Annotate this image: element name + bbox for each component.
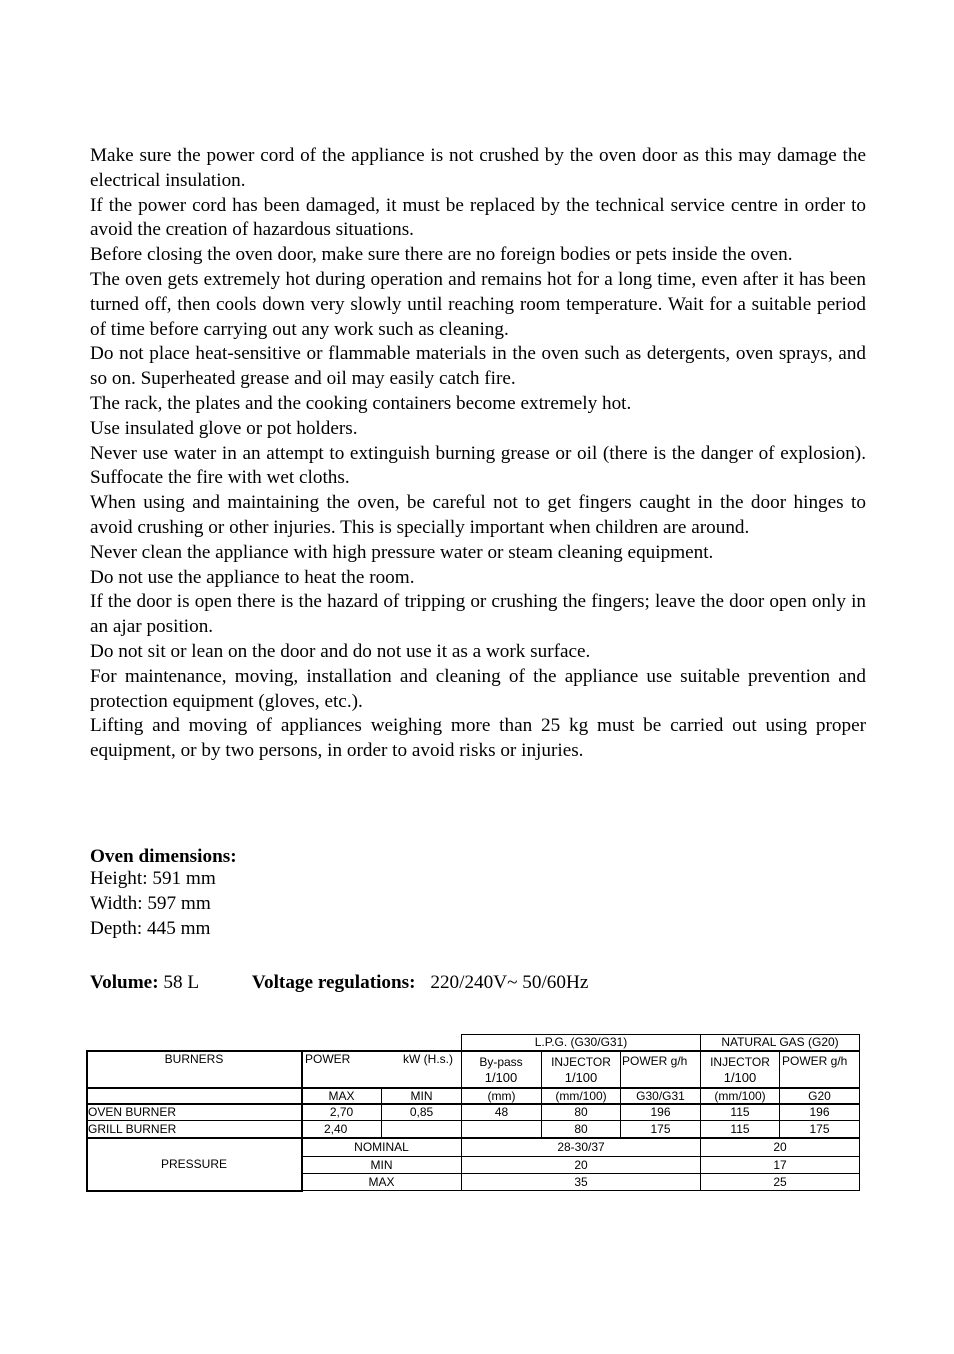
safety-instructions: [90, 144, 866, 764]
paragraph: Do not use the appliance to heat the room.: [90, 566, 415, 588]
pressure-row-ng: 25: [773, 1175, 787, 1189]
injector-lpg-unit: 1/100: [564, 1070, 598, 1085]
sub-g30: G30/G31: [636, 1089, 685, 1103]
pressure-row-ng: 17: [773, 1158, 787, 1172]
pressure-row-label: NOMINAL: [354, 1140, 409, 1154]
row-pow-lpg: 175: [650, 1122, 671, 1136]
row-max: 2,70: [329, 1105, 354, 1119]
paragraph: Before closing the oven door, make sure there are no foreign bodies or pets inside the oven.: [90, 244, 793, 266]
paragraph: Lifting and moving of appliances weighing more than 25 kg must be carried out using proper equipment, or by two persons, in order to avoid risks or injuries.: [90, 715, 866, 762]
paragraph: Do not place heat-sensitive or flammable materials in the oven such as detergents, oven sprays, and so on. Superheated grease and oil may easily catch fire.: [90, 343, 866, 390]
dimensions-heading: Oven dimensions:: [90, 846, 237, 867]
row-bypass: 48: [494, 1105, 509, 1119]
dimension-height: Height: 591 mm: [90, 868, 216, 889]
power-ng-header: POWER g/h: [782, 1054, 848, 1068]
power-header: POWER: [305, 1052, 351, 1066]
row-max: 2,40: [324, 1122, 348, 1136]
ng-header: NATURAL GAS (G20): [700, 1034, 860, 1051]
paragraph: If the power cord has been damaged, it must be replaced by the technical service centre in order to avoid the creation of hazardous situations.: [90, 194, 866, 241]
row-inj-lpg: 80: [574, 1122, 588, 1136]
paragraph: Never clean the appliance with high pressure water or steam cleaning equipment.: [90, 541, 714, 563]
spec-line: [90, 972, 588, 994]
sub-g20: G20: [808, 1089, 831, 1103]
sub-min: MIN: [410, 1089, 433, 1103]
row-pow-ng: 196: [809, 1105, 830, 1119]
dimension-width: Width: 597 mm: [90, 893, 211, 914]
pressure-row-ng: 20: [773, 1140, 787, 1154]
sub-max: MAX: [328, 1089, 355, 1103]
paragraph: The oven gets extremely hot during operation and remains hot for a long time, even after it has been turned off, then cools down very slowly until reaching room temperature. Wait for a suitable period of time before carrying out any work such as cleaning.: [90, 268, 866, 340]
paragraph: The rack, the plates and the cooking containers become extremely hot.: [90, 392, 632, 414]
pressure-row-label: MIN: [370, 1158, 393, 1172]
injector-lpg-header: INJECTOR: [551, 1055, 611, 1069]
row-min: 0,85: [409, 1105, 434, 1119]
paragraph: For maintenance, moving, installation and cleaning of the appliance use suitable prevention and protection equipment (gloves, etc.).: [90, 665, 866, 712]
paragraph: Never use water in an attempt to extinguish burning grease or oil (there is the danger of explosion). Suffocate the fire with wet cloths.: [90, 442, 866, 489]
row-inj-ng: 115: [730, 1122, 750, 1136]
bypass-header: By-pass: [479, 1055, 523, 1069]
pressure-row-lpg: 35: [574, 1175, 588, 1189]
injector-ng-unit: 1/100: [723, 1070, 757, 1085]
volume-label: Volume:: [90, 972, 159, 993]
row-name: GRILL BURNER: [88, 1122, 177, 1136]
sub-mm: (mm): [487, 1089, 516, 1103]
sub-mm100-ng: (mm/100): [714, 1089, 766, 1103]
voltage-label: Voltage regulations:: [251, 972, 416, 993]
row-pow-lpg: 196: [650, 1105, 671, 1119]
volume-value: 58 L: [163, 972, 200, 993]
power-unit: kW (H.s.): [403, 1052, 453, 1066]
burners-header: BURNERS: [164, 1052, 224, 1066]
paragraph: When using and maintaining the oven, be careful not to get fingers caught in the door hinges to avoid crushing or other injuries. This is specially important when children are around.: [90, 492, 866, 538]
pressure-row-label: MAX: [368, 1175, 395, 1189]
row-inj-ng: 115: [730, 1105, 750, 1119]
sub-mm100-lpg: (mm/100): [555, 1089, 607, 1103]
bypass-unit: 1/100: [484, 1070, 518, 1085]
paragraph: Use insulated glove or pot holders.: [90, 417, 358, 439]
dimension-depth: Depth: 445 mm: [90, 918, 211, 939]
row-name: OVEN BURNER: [88, 1105, 177, 1119]
row-inj-lpg: 80: [574, 1105, 588, 1119]
pressure-row-lpg: 28-30/37: [557, 1140, 605, 1154]
pressure-row-lpg: 20: [574, 1158, 588, 1172]
pressure-label: PRESSURE: [160, 1157, 228, 1171]
lpg-header: L.P.G. (G30/G31): [461, 1034, 701, 1051]
power-lpg-header: POWER g/h: [622, 1054, 688, 1068]
paragraph: If the door is open there is the hazard of tripping or crushing the fingers; leave the door open only in an ajar position.: [90, 591, 866, 638]
paragraph: Do not sit or lean on the door and do not use it as a work surface.: [90, 640, 591, 662]
paragraph: Make sure the power cord of the appliance is not crushed by the oven door as this may damage the electrical insulation.: [90, 145, 866, 191]
voltage-value: 220/240V~ 50/60Hz: [430, 972, 589, 993]
dimensions-list: [90, 866, 216, 941]
injector-ng-header: INJECTOR: [710, 1055, 770, 1069]
row-pow-ng: 175: [809, 1122, 830, 1136]
